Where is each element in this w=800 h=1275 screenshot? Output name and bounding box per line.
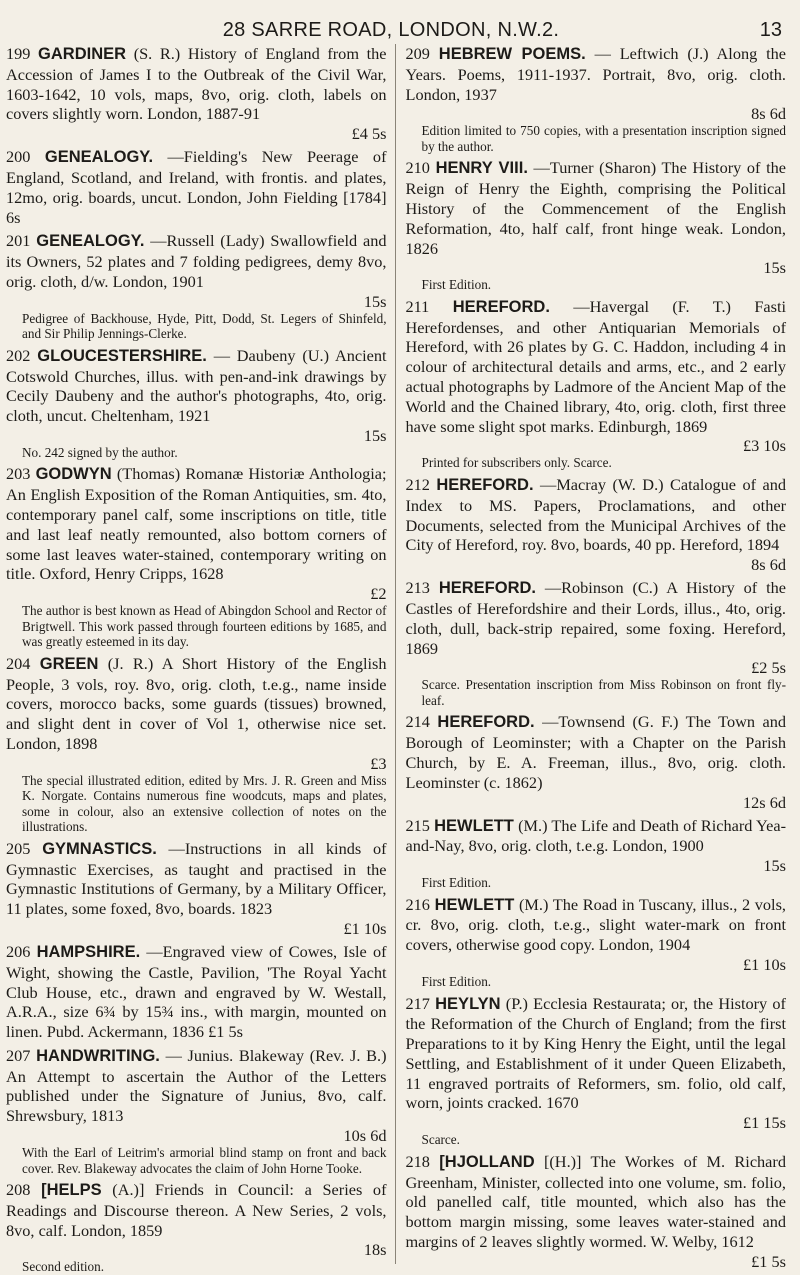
catalogue-entry [6,1180,387,1275]
entry-text-block [406,816,787,857]
catalogue-entry [6,231,387,341]
catalogue-entry [406,994,787,1148]
entry-heading: GYMNASTICS. [42,839,157,858]
entry-price: £2 [370,584,387,604]
catalogue-entry [406,578,787,708]
catalogue-entry [6,464,387,649]
catalogue-entry [406,1152,787,1271]
entry-note: Printed for subscribers only. Scarce. [421,455,612,471]
entry-price: 15s [363,291,387,311]
entry-heading: HEREFORD. [438,579,536,598]
entry-description: — Daubeny (U.) Ancient Cotswold Churches, illus. with pen-and-ink drawings by Cecily Daubeny and the author's photographs, 4to, orig. cloth, uncut. Cheltenham, 1921 [6,345,387,426]
entry-description: (M.) The Road in Tuscany, illus., 2 vols, cr. 8vo, orig. cloth, t.e.g., slight water-mark on front covers, otherwise good copy. London, 1904 [405,894,786,955]
entry-text-block [6,464,387,584]
entry-note: First Edition. [421,974,492,989]
entry-note: The author is best known as Head of Abingdon School and Rector of Brigtwell. This work passed through fourteen editions by 1685, and was greatly esteemed in its day. [22,603,387,650]
entry-heading: GARDINER [38,45,127,63]
entry-price: £1 10s [343,918,387,938]
entry-text-block [6,1046,387,1126]
entry-number: 213 [405,578,430,598]
entry-price: £1 15s [743,1113,786,1133]
entry-heading: HEREFORD. [452,297,550,316]
entry-description: (M.) The Life and Death of Richard Yea-and-Nay, 8vo, orig. cloth, t.e.g. London, 1900 [405,815,786,856]
entry-heading: HEYLYN [435,994,501,1013]
entry-note: Scarce. [421,1132,460,1148]
catalogue-entry [406,475,787,574]
entry-number: 206 [6,941,31,961]
entry-description: (P.) Ecclesia Restaurata; or, the History of the Reformation of the Church of England; from the first Preparations to it by King Henry the Eight, until the legal Settling, and Establishment of it under Queen Elizabeth, 11 engraved portraits of Reformers, sm. folio, old calf, worn, joints cracked. 1670 [405,993,786,1113]
entry-text-block [406,297,787,437]
entry-note: Edition limited to 750 copies, with a presentation inscription signed by the author. [421,123,786,154]
entry-text-block [406,44,787,104]
entry-text-block [406,895,787,955]
entry-number: 200 [6,147,31,167]
entry-note: First Edition. [421,875,492,891]
entry-price: £3 [370,753,387,773]
entry-number: 205 [6,838,31,858]
entry-description: —Turner (Sharon) The History of the Reign of Henry the Eighth, comprising the Political History of the Commencement of the English Reformation, 4to, half calf, front hinge weak. London, 1826 [405,158,786,258]
catalogue-entry [6,346,387,461]
entry-heading: HEREFORD. [437,713,535,732]
page-header [30,8,782,42]
left-column [6,44,396,1275]
entry-note: Pedigree of Backhouse, Hyde, Pitt, Dodd, St. Legers of Shinfeld, and Sir Philip Jennings-Clerke. [22,310,387,342]
entry-text-block [6,147,387,227]
entry-text-block [406,475,787,555]
entry-number: 207 [6,1045,31,1065]
catalogue-entry [406,297,787,471]
entry-number: 216 [405,894,430,914]
entry-number: 212 [405,474,430,494]
entry-description: [(H.)] The Workes of M. Richard Greenham, Minister, collected into one volume, sm. folio, old panelled calf, title mounted, which also has the bottom margin missing, some leaves water-stained and margins of 2 leaves slightly wormed. W. Welby, 1612 [405,1151,786,1251]
entry-text-block [6,654,387,754]
entry-price: £1 10s [743,955,786,974]
entry-number: 211 [405,296,430,316]
entry-heading: HEWLETT [434,816,514,835]
entry-heading: HAMPSHIRE. [36,942,141,961]
catalogue-columns [6,44,787,1275]
entry-heading: HANDWRITING. [36,1046,160,1065]
entry-text-block [6,44,387,124]
page-number: 13 [759,19,782,41]
entry-note: Second edition. [22,1259,105,1275]
entry-note: With the Earl of Leitrim's armorial blind stamp on front and back cover. Rev. Blakeway advocates the claim of John Horne Tooke. [22,1145,387,1176]
entry-price: 10s 6d [343,1126,387,1146]
entry-text-block [6,346,387,426]
entry-number: 208 [6,1180,31,1200]
entry-price: 8s 6d [751,555,786,575]
catalogue-entry [406,44,787,154]
entry-description: —Russell (Lady) Swallowfield and its Owners, 52 plates and 7 folding pedigrees, demy 8vo, orig. cloth, d/w. London, 1901 [6,231,387,291]
entry-description: —Engraved view of Cowes, Isle of Wight, showing the Castle, Pavilion, 'The Royal Yacht Club House, etc., drawn and engraved by W. Westall, A.R.A., size 6¾ by 15¾ ins., with margin, mounted on linen. Pubd. Ackermann, 1836 £1 5s [6,941,387,1042]
entry-heading: GREEN [39,654,99,673]
catalogue-entry [6,839,387,938]
entry-description: —Townsend (G. F.) The Town and Borough of Leominster; with a Chapter on the Parish Church, by E. A. Freeman, illus., 8vo, orig. cloth. Leominster (c. 1862) [405,712,786,792]
entry-description: (Thomas) Romanæ Historiæ Anthologia; An English Exposition of the Roman Antiquities, sm. 4to, contemporary panel calf, some inscriptions on title, title and last leaf neatly remounted, also bottom corners of some last leaves water-stained, contemporary writing on title. Oxford, Henry Cripps, 1628 [6,464,387,584]
catalogue-entry [6,147,387,227]
entry-description: —Fielding's New Peerage of England, Scotland, and Ireland, with frontis. and plates, 12mo, orig. boards, uncut. London, John Fielding [1784] 6s [6,147,387,227]
entry-heading: GLOUCESTERSHIRE. [37,346,207,365]
entry-heading: HEBREW POEMS. [438,45,586,63]
catalogue-entry [406,895,787,990]
catalogue-entry [6,942,387,1042]
entry-note: First Edition. [421,277,492,293]
entry-description: —Robinson (C.) A History of the Castles of Herefordshire and their Lords, illus., 4to, orig. cloth, dull, back-strip repaired, some foxing. Hereford, 1869 [405,578,787,658]
entry-text-block [6,839,387,919]
entry-text-block [406,158,787,258]
entry-number: 204 [6,653,31,673]
entry-description: — Junius. Blakeway (Rev. J. B.) An Attempt to ascertain the Author of the Letters published under the Signature of Junius, 8vo, calf. Shrewsbury, 1813 [6,1045,387,1126]
entry-number: 209 [405,44,430,63]
entry-number: 214 [405,712,430,732]
entry-description: —Havergal (F. T.) Fasti Herefordenses, and other Antiquarian Memorials of Hereford, with 26 plates by G. C. Haddon, including 4 in colour of architectural details and arms, etc., and 2 early actual photographs by Ladmore of the Ancient Map of the World and the Chained library, 4to, orig. cloth, first three have some slight spot marks. Edinburgh, 1869 [405,296,786,436]
entry-text-block [6,942,387,1042]
entry-heading: GENEALOGY. [44,148,154,167]
entry-price: £1 5s [751,1251,786,1271]
catalogue-entry [406,158,787,292]
entry-price: 15s [763,856,786,876]
entry-text-block [406,712,787,792]
entry-note: No. 242 signed by the author. [22,444,178,460]
entry-description: (J. R.) A Short History of the English People, 3 vols, roy. 8vo, orig. cloth, t.e.g., name inside covers, morocco backs, some guards (tissues) browned, and slight dent in cover of Vol 1, otherwise nice set. London, 1898 [6,653,387,753]
entry-description: —Instructions in all kinds of Gymnastic Exercises, as taught and practised in the Gymnastic Institutions of Germany, by a Military Officer, 11 plates, some foxed, 8vo, boards. 1823 [6,838,387,919]
entry-price: 8s 6d [751,104,786,124]
entry-number: 217 [405,993,430,1013]
entry-number: 218 [405,1151,430,1171]
entry-heading: HEWLETT [434,895,515,914]
entry-heading: HENRY VIII. [435,159,528,178]
entry-description: —Macray (W. D.) Catalogue of and Index to MS. Papers, Proclamations, and other Documents, selected from the Municipal Archives of the City of Hereford, roy. 8vo, boards, 40 pp. Hereford, 1894 [405,474,787,555]
entry-price: £2 5s [751,658,786,678]
entry-number: 210 [405,158,430,178]
catalogue-entry [6,44,387,143]
entry-heading: HEREFORD. [436,475,534,494]
page-header-address: 28 SARRE ROAD, LONDON, N.W.2. [222,19,560,41]
entry-note: The special illustrated edition, edited by Mrs. J. R. Green and Miss K. Norgate. Contains numerous fine woodcuts, maps and plates, some in colour, also an extensive collection of notes on the illustrations. [22,772,387,835]
right-column [396,44,787,1271]
entry-heading: [HELPS [41,1181,102,1200]
catalogue-entry [6,654,387,835]
entry-price: 15s [363,425,387,445]
entry-heading: GENEALOGY. [36,232,145,251]
entry-text-block [406,578,787,658]
entry-number: 202 [6,345,31,365]
entry-note: Scarce. Presentation inscription from Miss Robinson on front fly-leaf. [421,677,786,708]
entry-price: £3 10s [743,436,786,456]
entry-description: — Leftwich (J.) Along the Years. Poems, 1911-1937. Portrait, 8vo, orig. cloth. London, 1937 [405,44,786,104]
entry-text-block [6,1180,387,1240]
entry-description: (A.)] Friends in Council: a Series of Readings and Discourse thereon. A New Series, 2 vols, 8vo, calf. London, 1859 [6,1180,387,1240]
catalogue-entry [6,1046,387,1176]
entry-price: 18s [363,1240,387,1260]
entry-number: 201 [6,231,31,251]
entry-text-block [406,994,787,1114]
entry-number: 203 [6,464,31,484]
entry-description: (S. R.) History of England from the Accession of James I to the Outbreak of the Civil War, 1603-1642, 10 vols, maps, 8vo, orig. cloth, labels on covers slightly worn. London, 1887-91 [6,44,387,124]
entry-heading: [HJOLLAND [439,1152,535,1171]
entry-price: 12s 6d [743,792,786,812]
catalogue-entry [406,712,787,811]
catalogue-entry [406,816,787,891]
entry-number: 199 [6,44,31,63]
entry-text-block [6,231,387,291]
entry-text-block [406,1152,787,1252]
entry-number: 215 [405,815,430,835]
entry-heading: GODWYN [35,465,112,484]
entry-price: 15s [763,258,786,278]
entry-price: £4 5s [351,124,387,144]
